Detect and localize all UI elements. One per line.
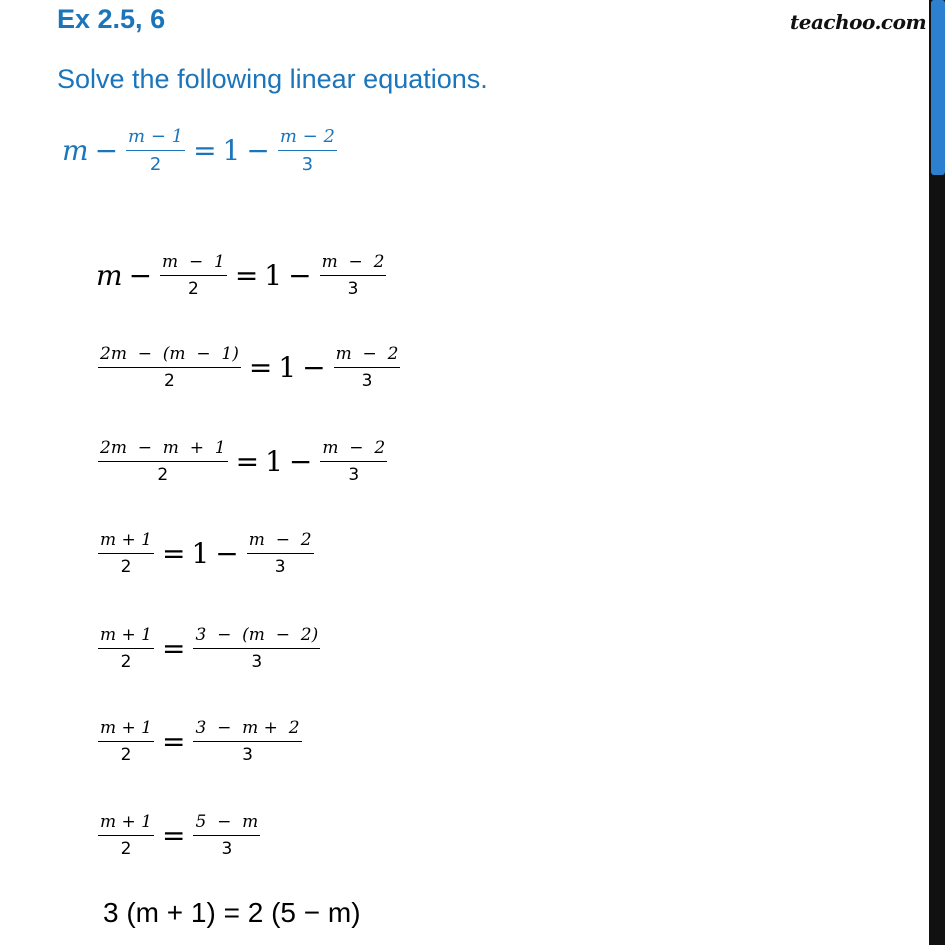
step-3-equals: =	[235, 445, 260, 478]
step-7-rhs-numerator: 5 − m	[195, 812, 259, 832]
step-2-rhs-term: 1	[278, 351, 297, 384]
step-4-rhs-term: 1	[191, 537, 210, 570]
step-6-rhs-denominator: 3	[242, 745, 253, 765]
step-2-rhs-numerator: m − 2	[335, 344, 399, 364]
step-2-rhs-denominator: 3	[361, 371, 373, 391]
step-7-equals: =	[162, 819, 186, 852]
step-6-lhs-denominator: 2	[120, 745, 132, 765]
step-1-lhs-fraction	[160, 252, 227, 299]
given-equals: =	[193, 134, 217, 167]
step-4-lhs-numerator: m + 1	[100, 530, 152, 550]
step-6-rhs-numerator: 3 − m + 2	[195, 718, 300, 738]
step-2-equation	[96, 344, 402, 391]
step-5-lhs-fraction	[98, 625, 154, 672]
exercise-title: Ex 2.5, 6	[57, 4, 166, 34]
step-4-rhs-numerator: m − 2	[248, 530, 312, 550]
step-5-lhs-numerator: m + 1	[100, 625, 152, 645]
step-3-rhs-numerator: m − 2	[322, 438, 386, 458]
given-equation	[62, 126, 339, 175]
step-2-rhs-op: −	[302, 351, 326, 384]
step-3-lhs-numerator: 2m − m + 1	[100, 438, 226, 458]
step-7-equation	[96, 812, 262, 859]
step-4-equals: =	[162, 537, 186, 570]
given-rhs-numerator: m − 2	[279, 126, 335, 147]
step-5-equals: =	[162, 632, 186, 665]
step-6-equals: =	[162, 725, 186, 758]
step-2-equals: =	[248, 351, 273, 384]
given-lhs-numerator: m − 1	[128, 126, 184, 147]
step-1-lhs-numerator: m − 1	[162, 252, 225, 272]
given-lhs-term: m	[62, 134, 89, 167]
brand-logo: teachoo.com	[790, 10, 927, 34]
step-3-rhs-term: 1	[265, 445, 283, 478]
step-1-equation	[96, 252, 388, 299]
given-lhs-fraction	[126, 126, 185, 175]
step-6-lhs-fraction	[98, 718, 154, 765]
step-3-lhs-fraction	[98, 438, 228, 485]
scrollbar-thumb[interactable]	[931, 0, 945, 175]
step-3-rhs-fraction	[320, 438, 387, 485]
final-equation: 3 (m + 1) = 2 (5 − m)	[103, 897, 361, 928]
step-5-lhs-denominator: 2	[120, 652, 132, 672]
step-5-equation	[96, 625, 322, 672]
step-3-equation	[96, 438, 389, 485]
step-1-lhs-term: m	[96, 259, 123, 292]
step-7-lhs-denominator: 2	[120, 839, 132, 859]
given-rhs-op: −	[246, 134, 270, 167]
step-4-rhs-op: −	[215, 537, 239, 570]
step-6-rhs-fraction	[193, 718, 301, 765]
step-6-lhs-numerator: m + 1	[100, 718, 152, 738]
step-5-rhs-numerator: 3 − (m − 2)	[195, 625, 319, 645]
given-lhs-denominator: 2	[149, 154, 162, 175]
step-4-lhs-denominator: 2	[120, 557, 132, 577]
step-5-rhs-fraction	[193, 625, 320, 672]
step-1-lhs-op: −	[128, 259, 153, 292]
step-1-rhs-fraction	[320, 252, 387, 299]
given-rhs-denominator: 3	[301, 154, 314, 175]
step-1-equals: =	[234, 259, 259, 292]
step-2-rhs-fraction	[334, 344, 401, 391]
given-rhs-fraction	[278, 126, 337, 175]
step-3-rhs-denominator: 3	[348, 465, 360, 485]
step-3-lhs-denominator: 2	[157, 465, 169, 485]
step-4-lhs-fraction	[98, 530, 154, 577]
step-2-lhs-denominator: 2	[164, 371, 175, 391]
step-7-lhs-fraction	[98, 812, 154, 859]
step-7-rhs-fraction	[193, 812, 260, 859]
step-1-lhs-denominator: 2	[188, 279, 199, 299]
instruction-text: Solve the following linear equations.	[57, 64, 488, 94]
step-7-rhs-denominator: 3	[221, 839, 233, 859]
step-4-equation	[96, 530, 316, 577]
step-1-rhs-op: −	[288, 259, 312, 292]
step-3-rhs-op: −	[288, 445, 313, 478]
step-2-lhs-numerator: 2m − (m − 1)	[100, 344, 239, 364]
step-6-equation	[96, 718, 304, 765]
step-4-rhs-fraction	[247, 530, 314, 577]
step-2-lhs-fraction	[98, 344, 241, 391]
given-rhs-term: 1	[222, 134, 241, 167]
step-1-rhs-term: 1	[264, 259, 283, 292]
step-5-rhs-denominator: 3	[251, 652, 263, 672]
step-4-rhs-denominator: 3	[274, 557, 286, 577]
step-1-rhs-denominator: 3	[347, 279, 359, 299]
step-7-lhs-numerator: m + 1	[100, 812, 152, 832]
given-lhs-op: −	[94, 134, 119, 167]
step-1-rhs-numerator: m − 2	[321, 252, 385, 272]
